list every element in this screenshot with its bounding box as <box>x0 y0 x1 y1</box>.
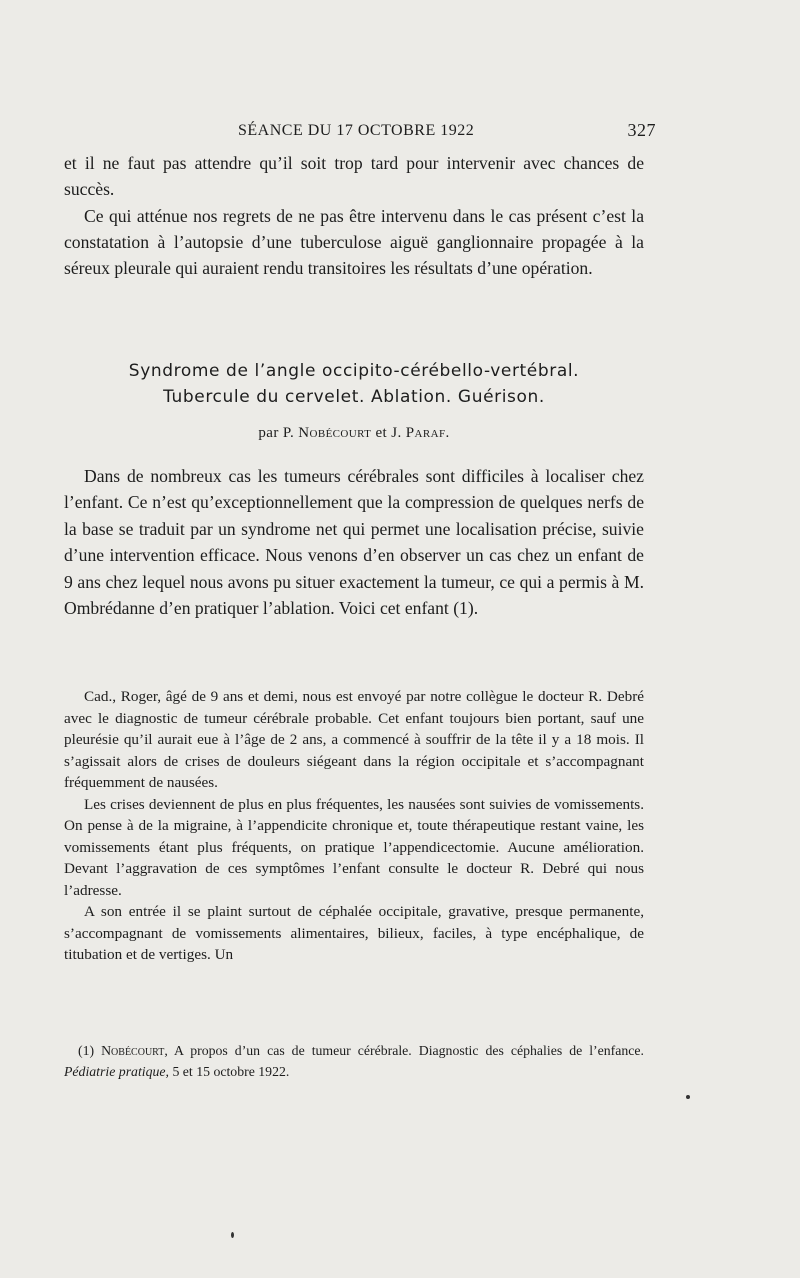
footnote-marker: (1) <box>78 1043 95 1058</box>
case-paragraph: Cad., Roger, âgé de 9 ans et demi, nous est envoyé par notre collègue le docteur R. Debré avec le diagnostic de tumeur cérébrale probable. Cet enfant toujours bien portant, sauf une pleurésie qu’il aurait eue à l’âge de 2 ans, a commencé à souffrir de la tête il y a 18 mois. Il s’agissait alors de crises de douleurs siégeant dans la région occipitale et s’accompagnant fréquemment de nausées. <box>64 688 644 791</box>
ink-speck <box>231 1232 234 1238</box>
footnote-date: 5 et 15 octobre 1922. <box>172 1063 290 1079</box>
case-report <box>64 686 644 966</box>
intro-paragraph: Ce qui atténue nos regrets de ne pas être intervenu dans le cas présent c’est la constatation à l’autopsie d’une tuberculose aiguë ganglionnaire propagée à la séreux pleurale qui auraient rendu transitoires les résultats d’une opération. <box>64 205 644 279</box>
intro-text <box>64 150 644 281</box>
byline-et: et J. <box>375 425 402 441</box>
footnote-text: A propos d’un cas de tumeur cérébrale. Diagnostic des céphalies de l’enfance. <box>174 1043 644 1058</box>
running-header <box>238 118 656 146</box>
intro-paragraph: et il ne faut pas attendre qu’il soit trop tard pour intervenir avec chances de succès. <box>64 153 644 200</box>
footnote <box>64 1041 644 1082</box>
ink-speck <box>686 1095 690 1099</box>
article-byline <box>64 425 644 442</box>
article-title <box>64 358 644 410</box>
case-paragraph: Les crises deviennent de plus en plus fréquentes, les nausées sont suivies de vomissements. On pense à de la migraine, à l’appendicite chronique et, toute thérapeutique restant vaine, les vomissements étant plus fréquents, on pratique l’appendicectomie. Aucune amélioration. Devant l’aggravation de ces symptômes l’enfant consulte le docteur R. Debré qui nous l’adresse. <box>64 795 644 899</box>
byline-author: Paraf. <box>405 425 450 441</box>
byline-par: par P. <box>258 425 295 441</box>
footnote-journal: Pédiatrie pratique, <box>64 1063 169 1079</box>
page-number: 327 <box>627 120 656 140</box>
article-title-line: Syndrome de l’angle occipito-cérébello-vertébral. <box>128 361 580 381</box>
article-title-line: Tubercule du cervelet. Ablation. Guérison. <box>163 387 545 407</box>
footnote-author: Nobécourt, <box>101 1043 168 1058</box>
byline-author: Nobécourt <box>298 425 372 441</box>
case-paragraph: A son entrée il se plaint surtout de céphalée occipitale, gravative, presque permanente, s’accompagnant de vomissements alimentaires, bilieux, faciles, à type encéphalique, de titubation et de vertiges. Un <box>64 903 644 963</box>
article-paragraph: Dans de nombreux cas les tumeurs cérébrales sont difficiles à localiser chez l’enfant. Ce n’est qu’exceptionnellement que la compression de quelques nerfs de la base se traduit par un syndrome net qui permet une localisation précise, suivie d’une intervention efficace. Nous venons d’en observer un cas chez un enfant de 9 ans chez lequel nous avons pu situer exactement la tumeur, ce qui a permis à M. Ombrédanne d’en pratiquer l’ablation. Voici cet enfant (1). <box>64 466 644 619</box>
article-body <box>64 463 644 621</box>
running-title: SÉANCE DU 17 OCTOBRE 1922 <box>238 122 475 139</box>
